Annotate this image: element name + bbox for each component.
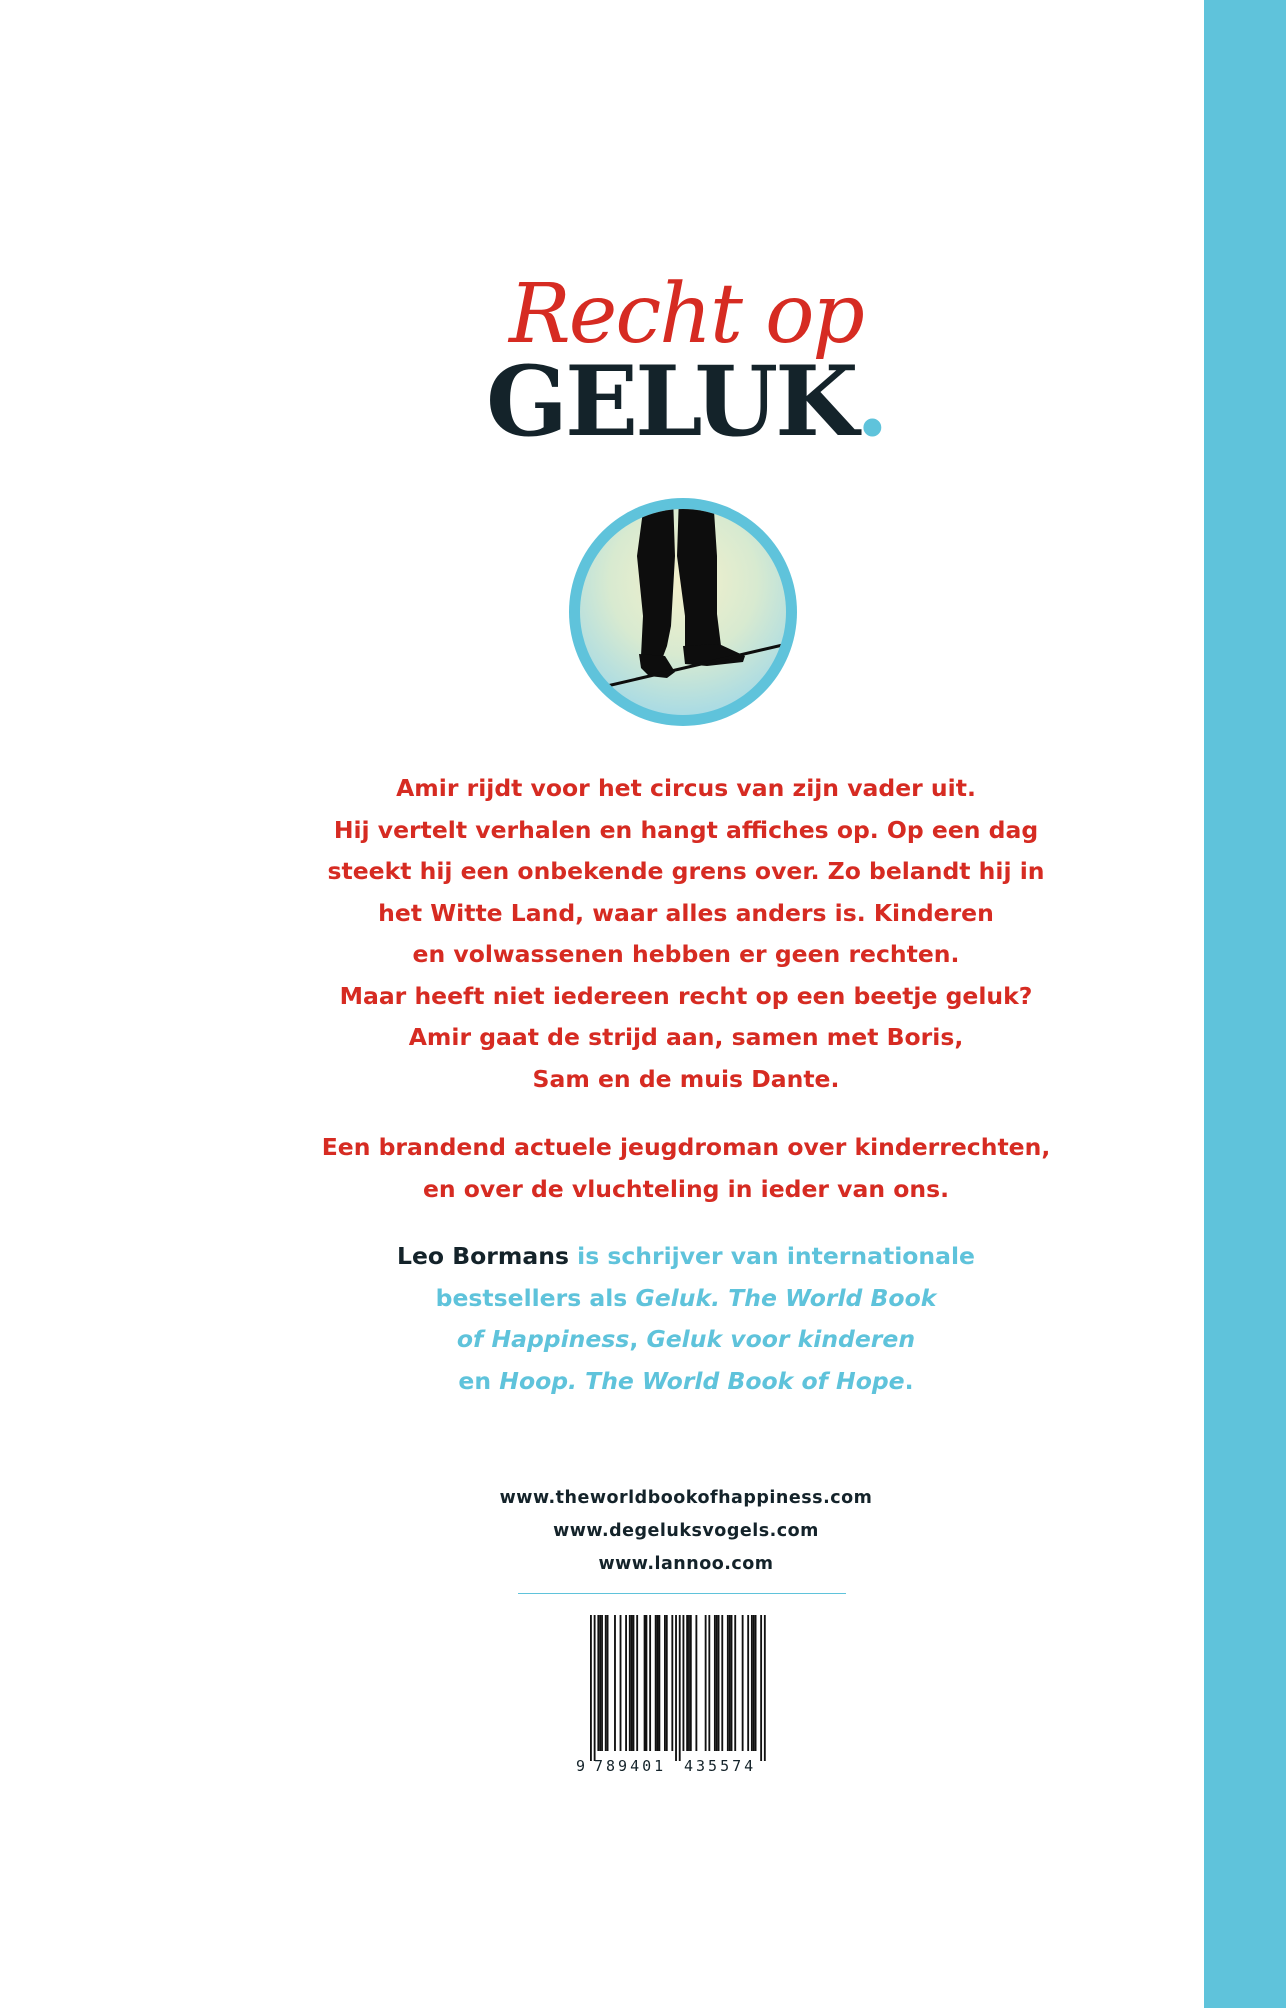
blurb-line: Sam en de muis Dante. bbox=[532, 1064, 840, 1093]
barcode-bar bbox=[755, 1615, 757, 1751]
website-list bbox=[300, 1482, 1072, 1581]
barcode-bar bbox=[718, 1615, 720, 1751]
barcode-bar bbox=[649, 1615, 651, 1751]
blurb-line: Amir gaat de strijd aan, samen met Boris, bbox=[408, 1023, 964, 1051]
blurb-line: het Witte Land, waar alles anders is. Kinderen bbox=[378, 898, 994, 927]
barcode-bar bbox=[760, 1615, 762, 1761]
author-sep: , bbox=[629, 1325, 647, 1353]
blurb-line: Maar heeft niet iedereen recht op een beetje geluk? bbox=[339, 981, 1033, 1010]
barcode-bar bbox=[729, 1615, 731, 1751]
title-dot: . bbox=[855, 345, 886, 458]
barcode-bar bbox=[601, 1615, 603, 1751]
barcode-bar bbox=[705, 1615, 707, 1751]
barcode-bar bbox=[614, 1615, 616, 1751]
barcode-group-1: 789401 bbox=[594, 1757, 667, 1775]
blurb-line: Hij vertelt verhalen en hangt affiches op. Op een dag bbox=[333, 815, 1039, 844]
author-text: is schrijver van internationale bbox=[568, 1242, 975, 1270]
barcode-bar bbox=[679, 1615, 681, 1761]
barcode-bar bbox=[683, 1615, 685, 1751]
barcode-bar bbox=[636, 1615, 638, 1751]
blurb-line: en volwassenen hebben er geen rechten. bbox=[412, 940, 960, 968]
barcode-bar bbox=[708, 1615, 710, 1751]
barcode-bar bbox=[671, 1615, 673, 1751]
barcode-bar bbox=[731, 1615, 733, 1751]
blurb-paragraph-2 bbox=[300, 1127, 1072, 1210]
barcode-first-digit: 9 bbox=[576, 1757, 586, 1775]
blurb-paragraph-1 bbox=[300, 768, 1072, 1100]
book-title-geluk-kinderen: Geluk voor kinderen bbox=[646, 1325, 916, 1353]
barcode-bar bbox=[721, 1615, 723, 1751]
barcode-bar bbox=[599, 1615, 601, 1751]
title-word-geluk: GELUK bbox=[486, 345, 856, 458]
book-title bbox=[0, 267, 1286, 458]
barcode-bars bbox=[590, 1615, 766, 1761]
book-title-geluk: Geluk. The World Book bbox=[635, 1283, 937, 1312]
url-lannoo[interactable]: www.lannoo.com bbox=[598, 1554, 774, 1574]
isbn-barcode bbox=[574, 1615, 784, 1775]
author-text: bestsellers als bbox=[435, 1283, 636, 1312]
barcode-bar bbox=[633, 1615, 635, 1751]
barcode-group-2: 435574 bbox=[684, 1757, 757, 1775]
divider-line bbox=[518, 1593, 846, 1594]
author-text: en bbox=[458, 1366, 500, 1395]
barcode-bar bbox=[734, 1615, 736, 1751]
barcode-bar bbox=[597, 1615, 599, 1751]
barcode-bar bbox=[605, 1615, 607, 1751]
author-name: Leo Bormans bbox=[397, 1242, 569, 1270]
barcode-bar bbox=[675, 1615, 677, 1761]
title-line-1: Recht op bbox=[509, 267, 863, 362]
barcode-bar bbox=[690, 1615, 692, 1751]
barcode-bar bbox=[695, 1615, 697, 1751]
barcode-bar bbox=[607, 1615, 609, 1751]
barcode-bar bbox=[716, 1615, 718, 1751]
blurb-line: steekt hij een onbekende grens over. Zo belandt hij in bbox=[327, 857, 1045, 885]
barcode-bar bbox=[629, 1615, 631, 1751]
barcode-bar bbox=[631, 1615, 633, 1751]
book-title-hoop: Hoop. The World Book of Hope bbox=[499, 1366, 905, 1395]
url-geluksvogels[interactable]: www.degeluksvogels.com bbox=[553, 1521, 819, 1541]
author-bio bbox=[300, 1236, 1072, 1402]
tightrope-walker-medallion bbox=[567, 496, 799, 728]
barcode-bar bbox=[727, 1615, 729, 1751]
barcode-bar bbox=[620, 1615, 622, 1751]
barcode-bar bbox=[751, 1615, 753, 1751]
url-happiness[interactable]: www.theworldbookofhappiness.com bbox=[499, 1488, 873, 1508]
barcode-bar bbox=[686, 1615, 688, 1751]
barcode-bar bbox=[625, 1615, 627, 1751]
barcode-bar bbox=[666, 1615, 668, 1751]
barcode-bar bbox=[658, 1615, 660, 1751]
barcode-bar bbox=[747, 1615, 749, 1751]
barcode-bar bbox=[714, 1615, 716, 1751]
title-line-2 bbox=[0, 345, 1286, 458]
barcode-bar bbox=[657, 1615, 659, 1751]
barcode-bar bbox=[664, 1615, 666, 1751]
barcode-bar bbox=[644, 1615, 646, 1751]
book-title-geluk-cont: of Happiness bbox=[456, 1325, 630, 1353]
barcode-bar bbox=[688, 1615, 690, 1751]
barcode-bar bbox=[764, 1615, 766, 1761]
blurb-line: en over de vluchteling in ieder van ons. bbox=[422, 1174, 950, 1203]
barcode-bar bbox=[590, 1615, 592, 1761]
barcode-bar bbox=[646, 1615, 648, 1751]
barcode-bar bbox=[742, 1615, 744, 1751]
blurb-line: Een brandend actuele jeugdroman over kinderrechten, bbox=[321, 1133, 1051, 1161]
blurb-line: Amir rijdt voor het circus van zijn vader uit. bbox=[396, 774, 976, 802]
barcode-bar bbox=[655, 1615, 657, 1751]
barcode-bar bbox=[753, 1615, 755, 1751]
author-end: . bbox=[904, 1366, 914, 1395]
barcode-bar bbox=[594, 1615, 596, 1761]
